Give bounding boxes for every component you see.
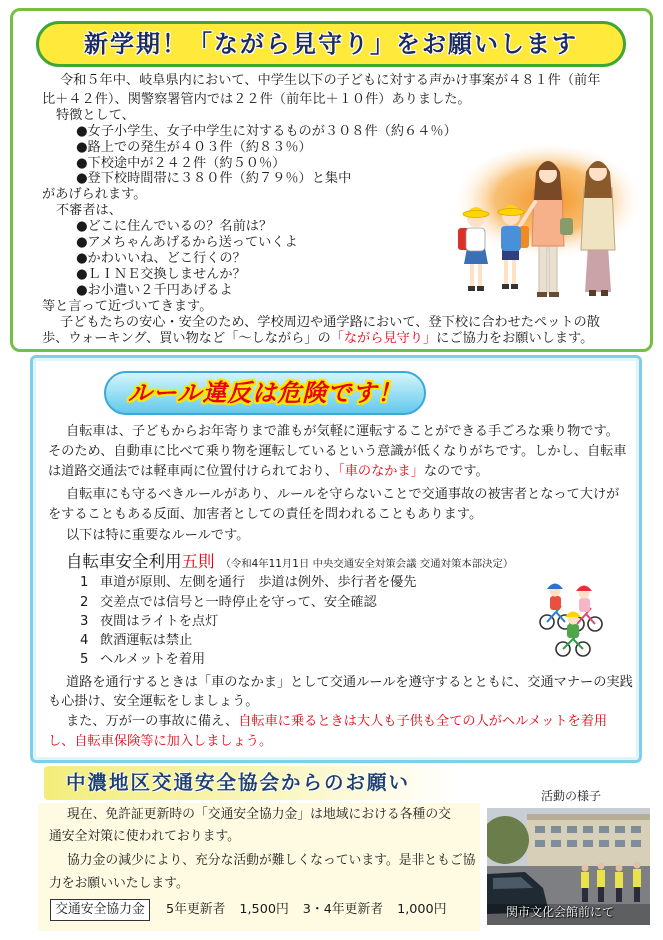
paragraph-line: そのため、自動車に比べて乗り物を運転しているという意識が低くなりがちです。しかし、自転車 <box>48 444 627 459</box>
fee-tier-label: 3・4年更新者 <box>302 902 384 917</box>
five-rules-heading <box>66 551 513 573</box>
suspect-phrase: ●どこに住んでいるの？名前は？ <box>76 219 273 234</box>
paragraph-text: また、万が一の事故に備え、 <box>66 714 239 729</box>
paragraph-line <box>48 463 489 481</box>
paragraph-line: 以下は特に重要なルールです。 <box>66 528 250 543</box>
rule-number: 2 <box>80 595 89 610</box>
intro-line: 令和５年中、岐阜県内において、中学生以下の子どもに対する声かけ事案が４８１件（前年 <box>60 73 601 88</box>
feature-item: ●登下校時間帯に３８０件（約７９％）と集中 <box>76 171 352 186</box>
fee-tier-label: 5年更新者 <box>166 902 226 917</box>
fee-amount: 1,000円 <box>397 902 447 917</box>
woman-figure <box>581 161 615 296</box>
five-rules-source: （令和4年11月1日 中央交通安全対策会議 交通対策本部決定） <box>220 558 514 570</box>
bicycle-rules-title: ルール違反は危険です！ <box>104 371 426 415</box>
feature-item: ●女子小学生、女子中学生に対するものが３０８件（約６４％） <box>76 124 457 139</box>
association-title: 中濃地区交通安全協会からのお願い <box>44 766 456 800</box>
closing-line <box>42 330 593 348</box>
paragraph-line: 協力金の減少により、充分な活動が難しくなっています。是非ともご協 <box>67 853 476 868</box>
activity-photo-label: 活動の様子 <box>541 789 602 803</box>
rule-number: 3 <box>80 614 89 629</box>
watch-over-title: 新学期！「ながら見守り」をお願いします <box>36 21 626 67</box>
feature-item: ●下校途中が２４２件（約５０％） <box>76 156 286 171</box>
paragraph-line <box>66 713 607 731</box>
paragraph-line: 道路を通行するときは「車のなかま」として交通ルールを遵守するとともに、交通マナーの実践 <box>66 675 633 690</box>
paragraph-line: 現在、免許証更新時の「交通安全協力金」は地域における各種の交 <box>67 807 451 822</box>
cycling-children-illustration <box>537 576 605 658</box>
activity-photo-caption: 関市文化会館前にて <box>506 905 615 919</box>
rule-number: 1 <box>80 575 89 590</box>
rule-text: 夜間はライトを点灯 <box>100 614 219 629</box>
paragraph-line: 自転車にも守るべきルールがあり、ルールを守らないことで交通事故の被害者となって大けが <box>66 487 620 502</box>
paragraph-text: は道路交通法では軽車両に位置付けられており、 <box>48 464 339 479</box>
fee-label-box: 交通安全協力金 <box>50 899 150 921</box>
features-tail: があげられます。 <box>42 187 147 202</box>
five-rules-heading-text: 自転車安全利用 <box>66 552 182 571</box>
paragraph-line: も心掛け、安全運転をしましょう。 <box>48 694 259 709</box>
rule-text: 飲酒運転は禁止 <box>100 633 193 648</box>
suspects-tail: 等と言って近づいてきます。 <box>42 299 213 314</box>
closing-text: にご協力をお願いします。 <box>436 331 594 346</box>
rule-text: 車道が原則、左側を通行 歩道は例外、歩行者を優先 <box>100 575 417 590</box>
rule-text: 交差点では信号と一時停止を守って、安全確認 <box>100 595 377 610</box>
suspect-phrase: ●かわいいね、どこ行くの？ <box>76 251 246 266</box>
paragraph-line: 力をお願いいたします。 <box>49 876 189 891</box>
rule-text: ヘルメットを着用 <box>100 652 206 667</box>
cyclist-blue-helmet <box>540 584 572 630</box>
rule-number: 4 <box>80 633 89 648</box>
paragraph-line: 自転車は、子どもからお年寄りまで誰もが気軽に運転することができる手ごろな乗り物です。 <box>66 424 619 439</box>
suspects-lead: 不審者は、 <box>56 203 122 218</box>
insurance-highlight: し、自転車保険等に加入しましょう。 <box>48 734 273 749</box>
features-lead: 特徴として、 <box>56 108 135 123</box>
car-family-highlight: 「車のなかま」 <box>338 464 424 479</box>
suspect-phrase: ●アメちゃんあげるから送っていくよ <box>76 235 298 250</box>
paragraph-text: なのです。 <box>423 464 489 479</box>
fee-amount: 1,500円 <box>239 902 289 917</box>
fee-list <box>166 900 461 920</box>
paragraph-line: をすることもある反面、加害者としての責任を問われることもあります。 <box>48 507 483 522</box>
suspect-phrase: ●ＬＩＮＥ交換しませんか？ <box>76 267 246 282</box>
closing-text: 歩、ウォーキング、買い物など「～しながら」の <box>42 331 331 346</box>
closing-line: 子どもたちの安心・安全のため、学校周辺や通学路において、登下校に合わせたペットの散 <box>60 315 600 330</box>
family-illustration <box>448 142 643 304</box>
five-rules-heading-highlight: 五則 <box>181 552 215 571</box>
intro-line: 比＋４２件）、関警察署管内では２２件（前年比＋１０件）ありました。 <box>42 92 471 107</box>
feature-item: ●路上での発生が４０３件（約８３％） <box>76 140 312 155</box>
closing-highlight: 「ながら見守り」 <box>330 331 437 346</box>
helmet-highlight: 自転車に乗るときは大人も子供も全ての人がヘルメットを着用 <box>238 714 608 729</box>
rule-number: 5 <box>80 652 89 667</box>
photo-building <box>527 814 650 866</box>
paragraph-line: 通安全対策に使われております。 <box>49 829 240 844</box>
suspect-phrase: ●お小遣い２千円あげるよ <box>76 283 233 298</box>
